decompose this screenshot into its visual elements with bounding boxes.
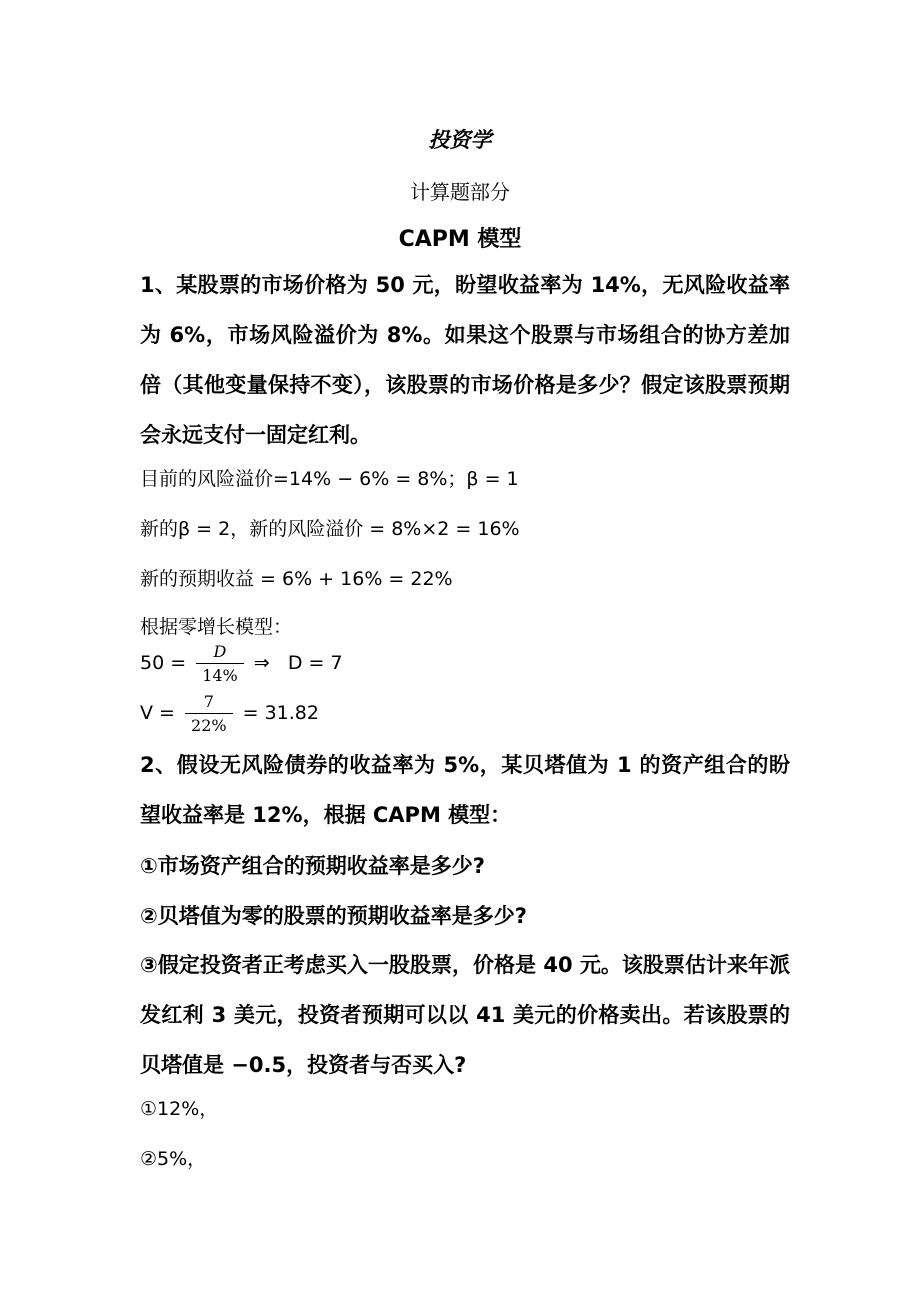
eq2-fraction	[185, 692, 233, 735]
question-1-text: 1、某股票的市场价格为 50 元，盼望收益率为 14%，无风险收益率为 6%，市场风险溢价为 8%。如果这个股票与市场组合的协方差加倍（其他变量保持不变），该股票的市场价格是多少？假定该股票预期会永远支付一固定红利。	[140, 273, 790, 447]
eq2-right: = 31.82	[242, 702, 319, 724]
q2-item-3: ③假定投资者正考虑买入一股股票，价格是 40 元。该股票估计来年派发红利 3 美元，投资者预期可以以 41 美元的价格卖出。若该股票的贝塔值是 −0.5，投资者与否买入?	[140, 953, 790, 1077]
eq1-right: ⇒ D = 7	[253, 652, 343, 674]
q1-solution-line-3: 新的预期收益 = 6% + 16% = 22%	[140, 568, 453, 590]
q1-equation-1	[140, 642, 343, 685]
question-2-text: 2、假设无风险债券的收益率为 5%，某贝塔值为 1 的资产组合的盼望收益率是 12%，根据 CAPM 模型：	[140, 753, 790, 827]
q1-solution-line-1: 目前的风险溢价=14% − 6% = 8%；β = 1	[140, 468, 519, 490]
eq1-left: 50 =	[140, 652, 187, 674]
eq1-numerator: D	[196, 642, 244, 664]
q1-equation-2	[140, 692, 319, 735]
q2-item-1: ①市场资产组合的预期收益率是多少?	[140, 854, 485, 878]
q1-solution-line-2: 新的β = 2，新的风险溢价 = 8%×2 = 16%	[140, 518, 520, 540]
eq2-denominator: 22%	[191, 716, 227, 735]
doc-subtitle: 计算题部分	[410, 180, 510, 204]
q2-answer-2: ②5%，	[140, 1148, 207, 1170]
eq1-fraction	[196, 642, 244, 685]
section-heading: CAPM 模型	[398, 227, 522, 252]
eq2-left: V =	[140, 702, 175, 724]
doc-title: 投资学	[428, 128, 492, 152]
eq1-denominator: 14%	[202, 666, 238, 685]
q2-item-2: ②贝塔值为零的股票的预期收益率是多少?	[140, 904, 527, 928]
q1-solution-line-4: 根据零增长模型：	[140, 616, 293, 638]
eq2-numerator: 7	[185, 692, 233, 714]
q2-answer-1: ①12%，	[140, 1098, 219, 1120]
